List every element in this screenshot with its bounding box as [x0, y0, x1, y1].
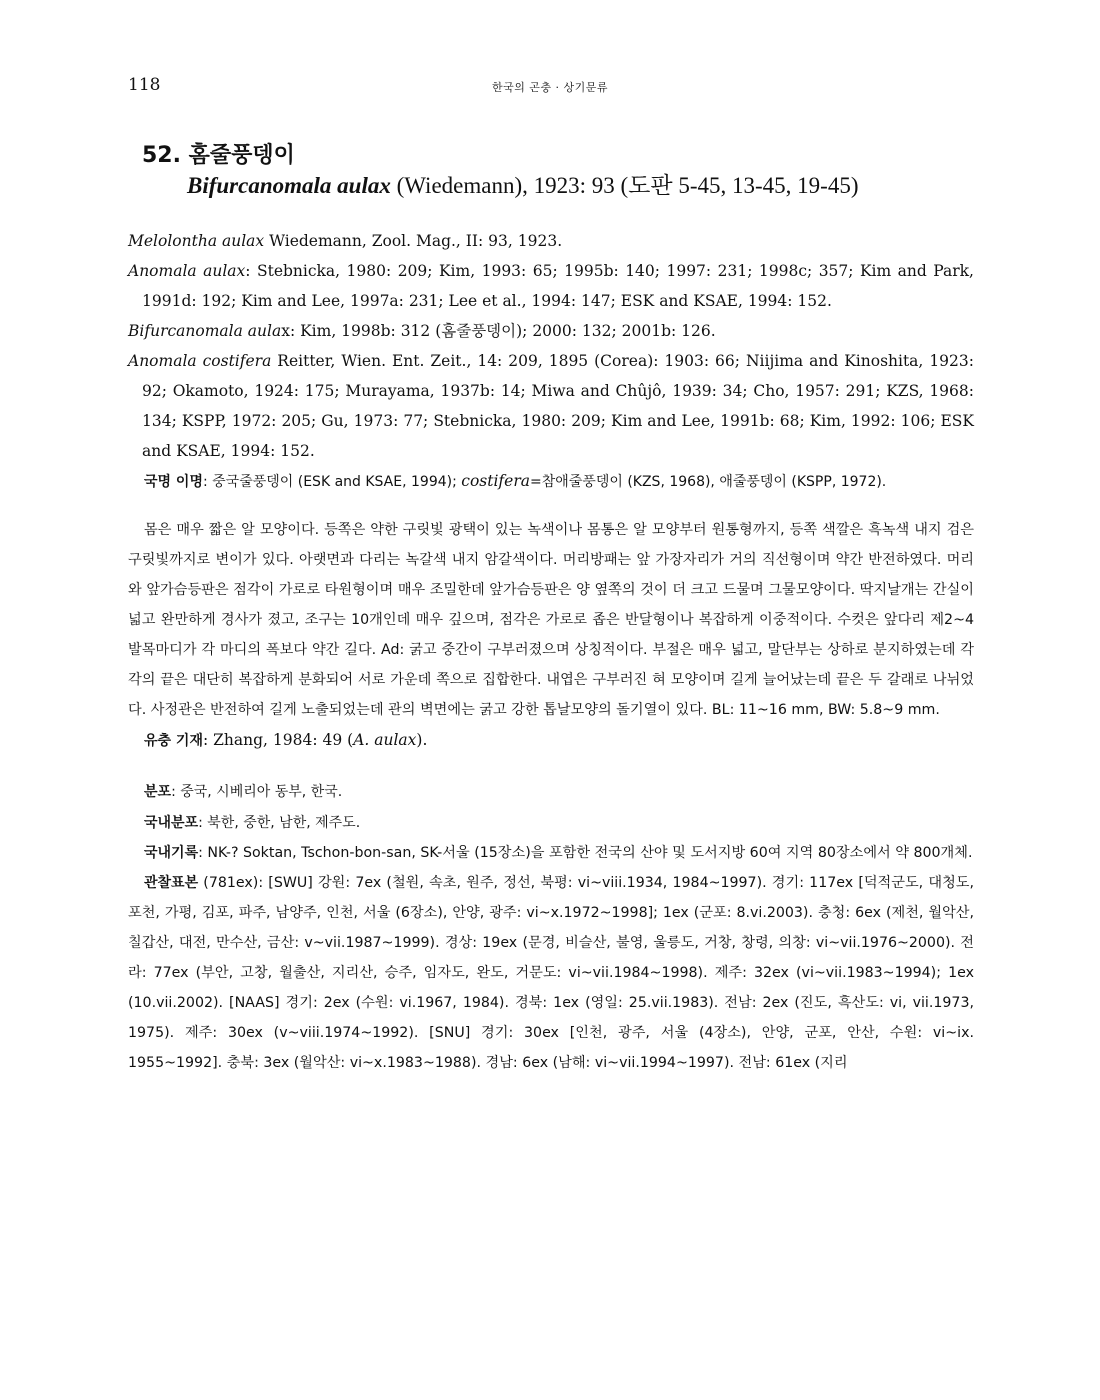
- species-heading: 52. 홈줄풍뎅이: [142, 143, 295, 168]
- synonym-name: Anomala aulax: [128, 262, 246, 280]
- domestic-distribution: [128, 807, 974, 838]
- synonym-entry: [128, 256, 974, 316]
- synonym-entry: [128, 346, 974, 466]
- synonym-text: x: Kim, 1998b: 312 (홈줄풍뎅이); 2000: 132; 2001b: 126.: [281, 322, 716, 340]
- synonym-entry: [128, 226, 974, 256]
- distribution-text: : 중국, 시베리아 동부, 한국.: [171, 784, 343, 800]
- synonym-text: : Stebnicka, 1980: 209; Kim, 1993: 65; 1995b: 140; 1997: 231; 1998c; 357; Kim and Park, 1991d: 192; Kim and Lee, 1997a: 231; Lee et al., 1994: 147; ESK and KSAE, 1994: 152.: [142, 262, 974, 310]
- korean-names-text: : 중국줄풍뎅이 (ESK and KSAE, 1994);: [202, 474, 462, 490]
- domestic-records-text: : NK-? Soktan, Tschon-bon-san, SK-서울 (15장소)을 포함한 전국의 산야 및 도서지방 60여 지역 80장소에서 약 800개체.: [198, 845, 973, 861]
- authority: (Wiedemann), 1923: 93 (도판 5-45, 13-45, 19-45): [390, 173, 859, 198]
- synonym-text: Reitter, Wien. Ent. Zeit., 14: 209, 1895 (Corea): 1903: 66; Niijima and Kinoshita, 1923: 92; Okamoto, 1924: 175; Murayama, 1937b: 14; Miwa and Chûjô, 1939: 34; Cho, 1957: 291; KZS, 1968: 134; KSPP, 1972: 205; Gu, 1973: 77; Stebnicka, 1980: 209; Kim and Lee, 1991b: 68; Kim, 1992: 106; ESK and KSAE, 1994: 152.: [142, 352, 974, 460]
- korean-names-text-2: =참애줄풍뎅이 (KZS, 1968), 애줄풍뎅이 (KSPP, 1972).: [530, 474, 887, 490]
- main-text: [128, 226, 974, 1078]
- scientific-name-line: [187, 167, 859, 200]
- synonym-name: Melolontha aulax: [128, 232, 265, 250]
- korean-names: [128, 466, 974, 497]
- larva-text: : Zhang, 1984: 49 (: [202, 731, 354, 749]
- larva-description: [128, 725, 974, 756]
- distribution-label: 분포: [144, 784, 172, 800]
- domestic-distribution-text: : 북한, 중한, 남한, 제주도.: [198, 815, 361, 831]
- domestic-distribution-label: 국내분포: [144, 815, 199, 831]
- specimens-examined: [128, 868, 974, 1078]
- specimens-text: (781ex): [SWU] 강원: 7ex (철원, 속초, 원주, 정선, 북평: vi~viii.1934, 1984~1997). 경기: 117ex [덕적군도, 대청도, 포천, 가평, 김포, 파주, 남양주, 인천, 서울 (6장소), 안양, 광주: vi~x.1972~1998]; 1ex (군포: 8.vi.2003). 충청: 6ex (제천, 월악산, 칠갑산, 대전, 만수산, 금산: v~vii.1987~1999). 경상: 19ex (문경, 비슬산, 불영, 울릉도, 거창, 창령, 의창: vi~vii.1976~2000). 전라: 77ex (부안, 고창, 월출산, 지리산, 승주, 임자도, 완도, 거문도: vi~vii.1984~1998). 제주: 32ex (vi~vii.1983~1994); 1ex (10.vii.2002). [NAAS] 경기: 2ex (수원: vi.1967, 1984). 경북: 1ex (영일: 25.vii.1983). 전남: 2ex (진도, 흑산도: vi, vii.1973, 1975). 제주: 30ex (v~viii.1974~1992). [SNU] 경기: 30ex [인천, 광주, 서울 (4장소), 안양, 군포, 안산, 수원: vi~ix. 1955~1992]. 충북: 3ex (월악산: vi~x.1983~1988). 경남: 6ex (남해: vi~vii.1994~1997). 전남: 61ex (지리: [128, 875, 974, 1071]
- domestic-records-label: 국내기록: [144, 845, 199, 861]
- synonym-text: Wiedemann, Zool. Mag., II: 93, 1923.: [264, 232, 563, 250]
- domestic-records: [128, 838, 974, 868]
- specimens-label: 관찰표본: [144, 875, 199, 891]
- page-number: 118: [128, 75, 161, 95]
- description-paragraph: 몸은 매우 짧은 알 모양이다. 등쪽은 약한 구릿빛 광택이 있는 녹색이나 몸통은 알 모양부터 원통형까지, 등쪽 색깔은 흑녹색 내지 검은 구릿빛까지로 변이가 있다. 아랫면과 다리는 녹갈색 내지 암갈색이다. 머리방패는 앞 가장자리가 거의 직선형이며 약간 반전하였다. 머리와 앞가슴등판은 점각이 가로로 타원형이며 매우 조밀한데 앞가슴등판은 양 옆쪽의 것이 더 크고 드물며 그물모양이다. 딱지날개는 간실이 넓고 완만하게 경사가 졌고, 조구는 10개인데 매우 깊으며, 점각은 가로로 좁은 반달형이나 복잡하게 이중적이다. 수컷은 앞다리 제2~4발목마디가 각 마디의 폭보다 약간 길다. Ad: 굵고 중간이 구부러졌으며 상칭적이다. 부절은 매우 넓고, 말단부는 상하로 분지하였는데 각각의 끝은 대단히 복잡하게 분화되어 서로 가운데 쪽으로 집합한다. 내엽은 구부러진 혀 모양이며 길게 늘어났는데 끝은 두 갈래로 나뉘었다. 사정관은 반전하여 길게 노출되었는데 관의 벽면에는 굵고 강한 톱날모양의 돌기열이 있다. BL: 11~16 mm, BW: 5.8~9 mm.: [128, 522, 974, 718]
- larva-label: 유충 기재: [144, 733, 203, 749]
- larva-italic: A. aulax: [353, 731, 417, 749]
- scientific-name: Bifurcanomala aulax: [187, 173, 391, 198]
- running-title: 한국의 곤충 · 상기문류: [491, 81, 609, 94]
- synonym-name: Bifurcanomala aula: [128, 322, 282, 340]
- distribution: [128, 776, 974, 807]
- synonym-name: Anomala costifera: [128, 352, 272, 370]
- larva-text-2: ).: [416, 731, 428, 749]
- synonym-entry: [128, 316, 974, 346]
- korean-names-label: 국명 이명: [144, 474, 203, 490]
- korean-names-italic: costifera: [461, 472, 530, 490]
